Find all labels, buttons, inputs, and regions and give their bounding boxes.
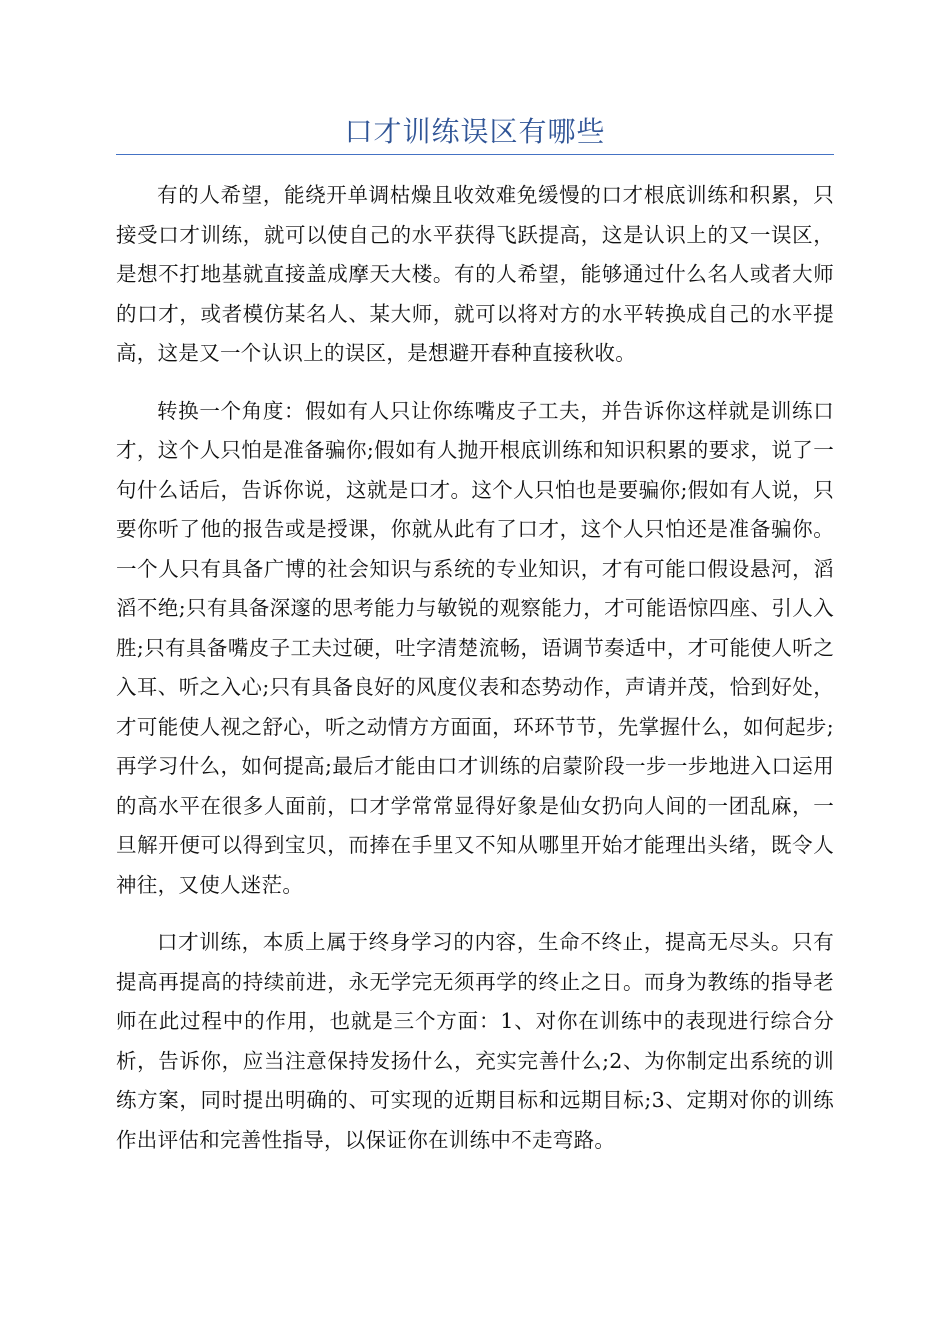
paragraph-1: 有的人希望，能绕开单调枯燥且收效难免缓慢的口才根底训练和积累，只接受口才训练，就可以使自己的水平获得飞跃提高，这是认识上的又一误区，是想不打地基就直接盖成摩天大楼。有的人希望，能够通过什么名人或者大师的口才，或者模仿某名人、某大师，就可以将对方的水平转换成自己的水平提高，这是又一个认识上的误区，是想避开春种直接秋收。 bbox=[116, 183, 834, 365]
document-body bbox=[116, 176, 834, 1178]
title-underline bbox=[116, 154, 834, 155]
paragraph-2: 转换一个角度：假如有人只让你练嘴皮子工夫，并告诉你这样就是训练口才，这个人只怕是准备骗你;假如有人抛开根底训练和知识积累的要求，说了一句什么话后，告诉你说，这就是口才。这个人只怕也是要骗你;假如有人说，只要你听了他的报告或是授课，你就从此有了口才，这个人只怕还是准备骗你。一个人只有具备广博的社会知识与系统的专业知识，才有可能口假设悬河，滔滔不绝;只有具备深邃的思考能力与敏锐的观察能力，才可能语惊四座、引人入胜;只有具备嘴皮子工夫过硬，吐字清楚流畅，语调节奏适中，才可能使人听之入耳、听之入心;只有具备良好的风度仪表和态势动作，声请并茂，恰到好处，才可能使人视之舒心，听之动情方方面面，环环节节，先掌握什么，如何起步;再学习什么，如何提高;最后才能由口才训练的启蒙阶段一步一步地进入口运用的高水平在很多人面前，口才学常常显得好象是仙女扔向人间的一团乱麻，一旦解开便可以得到宝贝，而捧在手里又不知从哪里开始才能理出头绪，既令人神往，又使人迷茫。 bbox=[116, 398, 834, 897]
page-title: 口才训练误区有哪些 bbox=[344, 115, 606, 148]
paragraph-3: 口才训练，本质上属于终身学习的内容，生命不终止，提高无尽头。只有提高再提高的持续前进，永无学完无须再学的终止之日。而身为教练的指导老师在此过程中的作用，也就是三个方面：1、对你在训练中的表现进行综合分析，告诉你，应当注意保持发扬什么，充实完善什么;2、为你制定出系统的训练方案，同时提出明确的、可实现的近期目标和远期目标;3、定期对你的训练作出评估和完善性指导，以保证你在训练中不走弯路。 bbox=[116, 930, 834, 1152]
